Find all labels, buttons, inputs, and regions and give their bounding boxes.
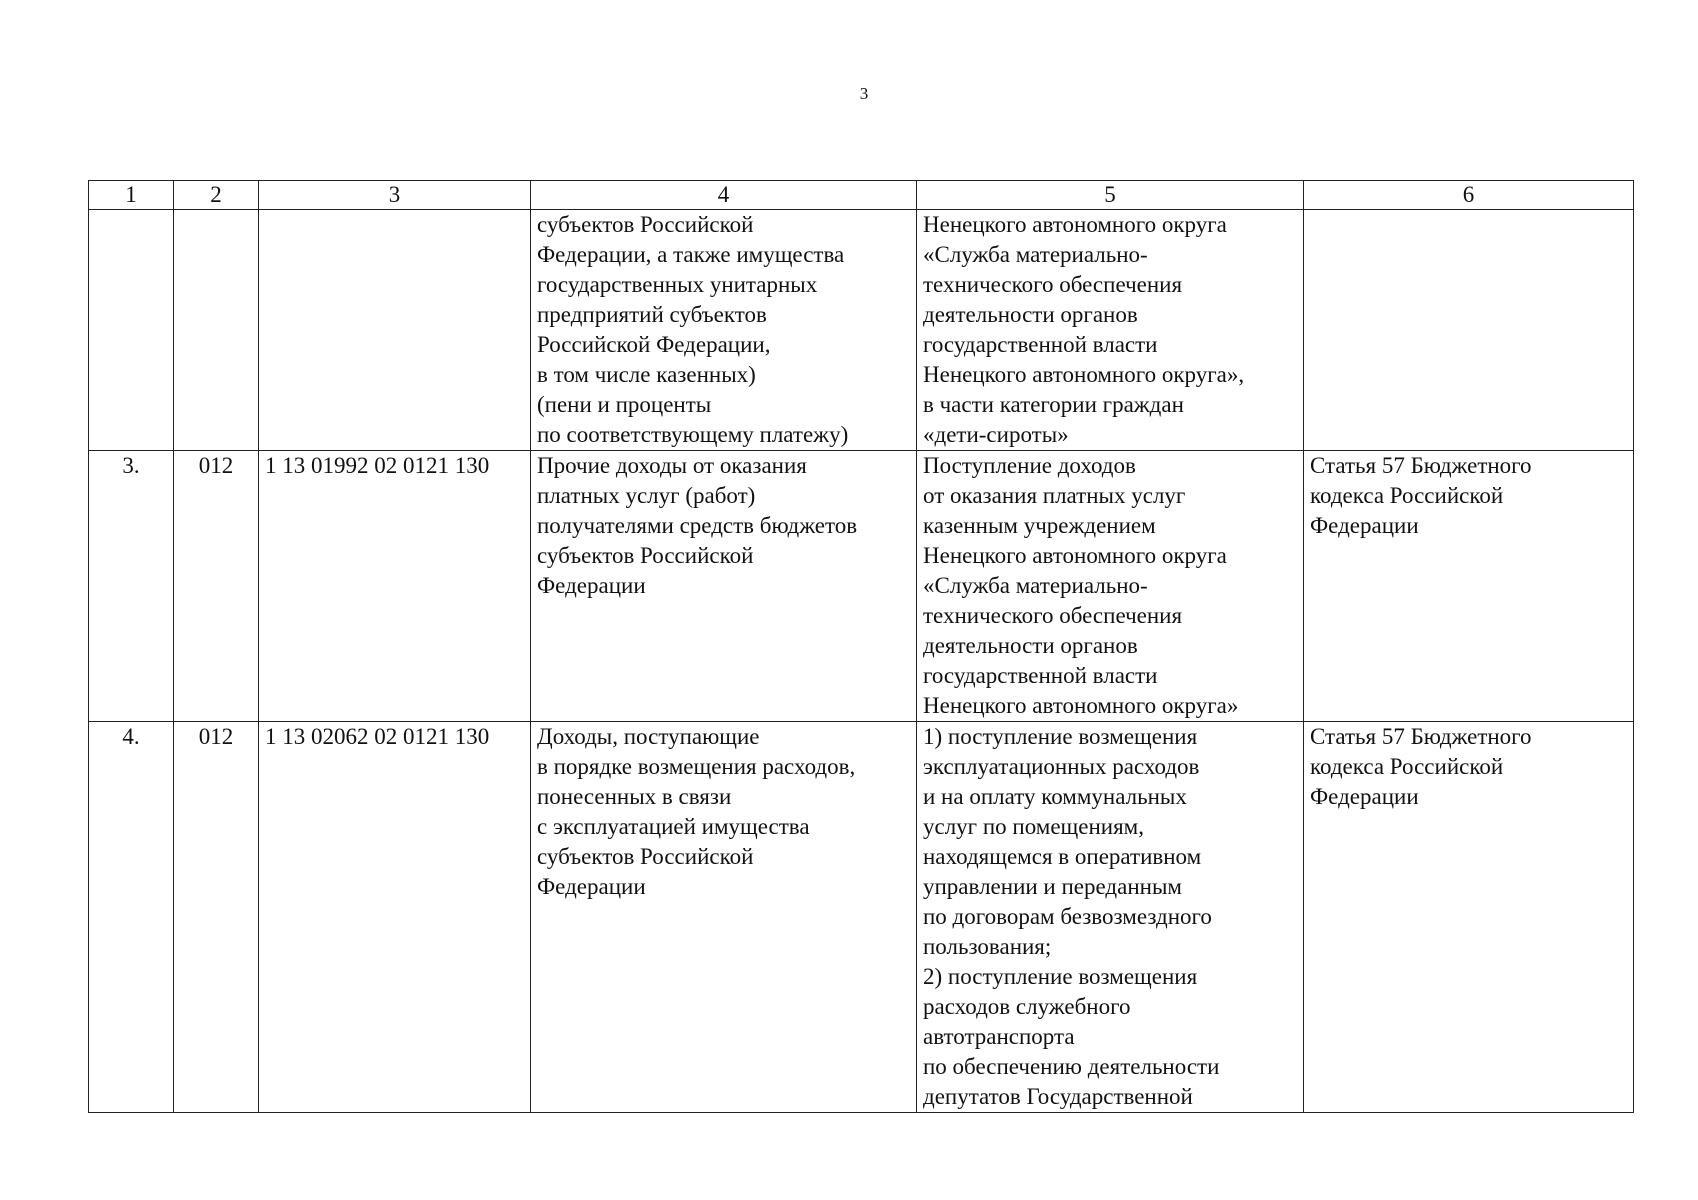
cell-text-line: предприятий субъектов (537, 302, 767, 327)
header-col-5: 5 (917, 181, 1304, 210)
income-table (88, 180, 1634, 1113)
admin-code-cell (174, 210, 259, 451)
kbk-code-cell: 1 13 02062 02 0121 130 (259, 722, 531, 1113)
cell-text-line: Федерации, а также имущества (537, 242, 845, 267)
header-col-3: 3 (259, 181, 531, 210)
header-col-6: 6 (1304, 181, 1634, 210)
cell-text-line: эксплуатационных расходов (923, 754, 1200, 779)
cell-text-line: управлении и переданным (923, 874, 1182, 899)
row-number-cell: 3. (89, 451, 174, 722)
cell-text-line: казенным учреждением (923, 513, 1156, 538)
cell-text-line: «дети-сироты» (923, 422, 1069, 447)
cell-text-line: «Служба материально- (923, 573, 1148, 598)
cell-text-line: депутатов Государственной (923, 1084, 1193, 1109)
cell-text-line: получателями средств бюджетов (537, 513, 858, 538)
page-number: 3 (859, 84, 869, 103)
cell-text-line: кодекса Российской (1310, 754, 1504, 779)
income-name-cell (531, 722, 917, 1113)
kbk-code-cell (259, 210, 531, 451)
cell-text-line: находящемся в оперативном (923, 844, 1202, 869)
cell-text-line: Поступление доходов (923, 453, 1136, 478)
cell-text-line: Ненецкого автономного округа» (923, 693, 1239, 718)
cell-text-line: Статья 57 Бюджетного (1310, 453, 1532, 478)
cell-text-line: Федерации (537, 874, 646, 899)
cell-text-line: услуг по помещениям, (923, 814, 1144, 839)
cell-text-line: понесенных в связи (537, 784, 732, 809)
cell-text-line: субъектов Российской (537, 212, 754, 237)
cell-text-line: Ненецкого автономного округа (923, 543, 1227, 568)
cell-text-line: Федерации (537, 573, 646, 598)
cell-text-line: в порядке возмещения расходов, (537, 754, 856, 779)
cell-text-line: субъектов Российской (537, 844, 754, 869)
cell-text-line: Прочие доходы от оказания (537, 453, 807, 478)
cell-text-line: Федерации (1310, 513, 1419, 538)
legal-basis-cell (1304, 451, 1634, 722)
description-cell (917, 722, 1304, 1113)
table-body (89, 210, 1634, 1113)
cell-text-line: в том числе казенных) (537, 362, 756, 387)
cell-text-line: с эксплуатацией имущества (537, 814, 810, 839)
header-col-1: 1 (89, 181, 174, 210)
cell-text-line: субъектов Российской (537, 543, 754, 568)
cell-text-line: от оказания платных услуг (923, 483, 1186, 508)
description-cell (917, 451, 1304, 722)
cell-text-line: Доходы, поступающие (537, 724, 760, 749)
cell-text-line: 1) поступление возмещения (923, 724, 1198, 749)
cell-text-line: кодекса Российской (1310, 483, 1504, 508)
admin-code-cell: 012 (174, 451, 259, 722)
kbk-code-cell: 1 13 01992 02 0121 130 (259, 451, 531, 722)
cell-text-line: по обеспечению деятельности (923, 1054, 1220, 1079)
cell-text-line: «Служба материально- (923, 242, 1148, 267)
admin-code-cell: 012 (174, 722, 259, 1113)
cell-text-line: (пени и проценты (537, 392, 712, 417)
header-col-2: 2 (174, 181, 259, 210)
cell-text-line: Федерации (1310, 784, 1419, 809)
cell-text-line: деятельности органов (923, 302, 1138, 327)
legal-basis-cell (1304, 210, 1634, 451)
cell-text-line: Ненецкого автономного округа (923, 212, 1227, 237)
legal-basis-cell (1304, 722, 1634, 1113)
cell-text-line: деятельности органов (923, 633, 1138, 658)
cell-text-line: 2) поступление возмещения (923, 964, 1198, 989)
cell-text-line: пользования; (923, 934, 1052, 959)
table-row (89, 451, 1634, 722)
cell-text-line: государственных унитарных (537, 272, 818, 297)
header-col-4: 4 (531, 181, 917, 210)
cell-text-line: Российской Федерации, (537, 332, 771, 357)
cell-text-line: по договорам безвозмездного (923, 904, 1212, 929)
cell-text-line: автотранспорта (923, 1024, 1075, 1049)
cell-text-line: платных услуг (работ) (537, 483, 756, 508)
cell-text-line: технического обеспечения (923, 603, 1183, 628)
cell-text-line: Статья 57 Бюджетного (1310, 724, 1532, 749)
cell-text-line: Ненецкого автономного округа», (923, 362, 1245, 387)
table-row (89, 722, 1634, 1113)
income-name-cell (531, 451, 917, 722)
row-number-cell (89, 210, 174, 451)
row-number-cell: 4. (89, 722, 174, 1113)
description-cell (917, 210, 1304, 451)
table-row (89, 210, 1634, 451)
cell-text-line: технического обеспечения (923, 272, 1183, 297)
cell-text-line: по соответствующему платежу) (537, 422, 849, 447)
income-name-cell (531, 210, 917, 451)
table-header-row (89, 181, 1634, 210)
cell-text-line: государственной власти (923, 663, 1158, 688)
cell-text-line: и на оплату коммунальных (923, 784, 1187, 809)
cell-text-line: в части категории граждан (923, 392, 1184, 417)
cell-text-line: расходов служебного (923, 994, 1131, 1019)
cell-text-line: государственной власти (923, 332, 1158, 357)
